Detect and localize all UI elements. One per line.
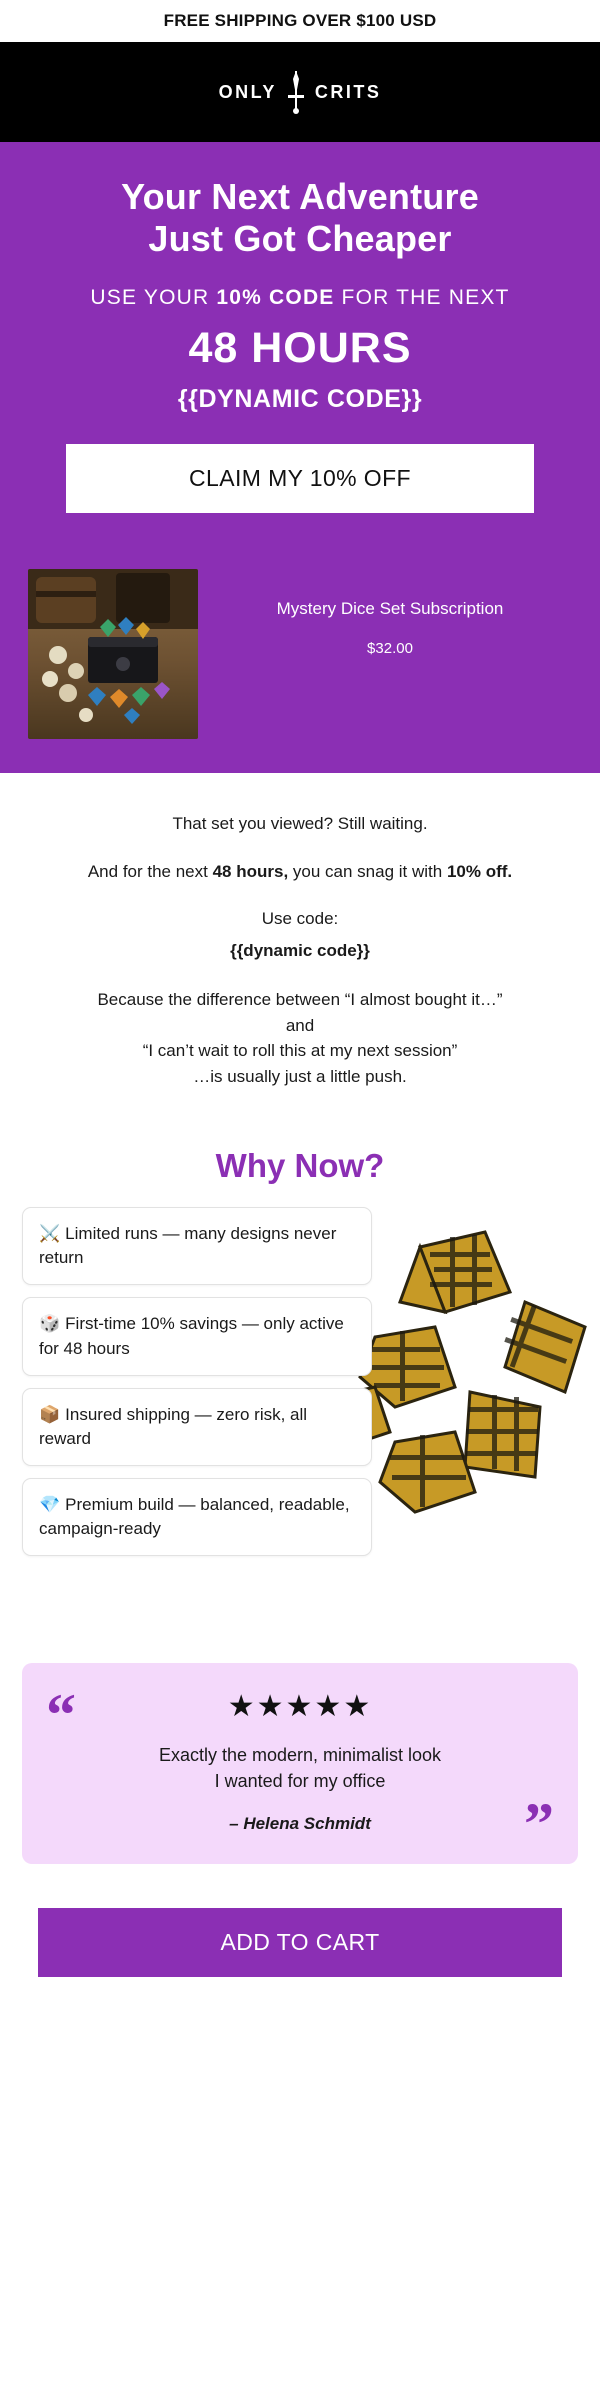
benefit-item [22,1388,372,1466]
benefit-text: Limited runs — many designs never return [39,1224,337,1268]
benefit-text: Insured shipping — zero risk, all reward [39,1404,308,1448]
body-paragraph-2 [34,859,566,885]
hero-headline-line2: Just Got Cheaper [148,218,452,260]
hero-sub-bold: 10% CODE [216,286,335,310]
brand-logo[interactable] [219,69,382,115]
hero-sub-suffix: FOR THE NEXT [334,286,510,310]
quote-open-icon: “ [46,1682,76,1749]
hero-section [0,142,600,557]
testimonial-author: – Helena Schmidt [229,1814,371,1834]
body-p2-a: And for the next [87,861,213,881]
benefit-list [0,1207,372,1556]
benefit-item [22,1478,372,1556]
body-discount-code: {{dynamic code}} [230,940,370,960]
benefit-item [22,1207,372,1285]
logo-word-right: CRITS [314,81,382,102]
bottom-cta-section [0,1864,600,2017]
hero-discount-code: {{DYNAMIC CODE}} [177,385,423,414]
body-p2-b: 48 hours, [212,861,289,881]
benefit-text: First-time 10% savings — only active for 48 hours [39,1314,344,1358]
announcement-bar [0,0,600,42]
package-icon: 📦 [39,1404,61,1424]
testimonial-card [22,1663,578,1864]
hero-headline [28,176,572,260]
body-p4-line1: Because the difference between “I almost bought it…” [97,990,503,1010]
product-photo-illustration [28,569,198,739]
body-paragraph-1: That set you viewed? Still waiting. [172,814,428,834]
benefit-item [22,1297,372,1375]
why-now-section [0,1207,600,1637]
hero-hours: 48 HOURS [188,324,412,373]
testimonial-quote [62,1742,538,1794]
body-paragraph-4 [34,987,566,1089]
use-code-label: Use code: [261,909,339,929]
announcement-text: FREE SHIPPING OVER $100 USD [163,11,437,30]
product-title: Mystery Dice Set Subscription [276,599,504,619]
product-price: $32.00 [367,639,413,657]
testimonial-quote-line1: Exactly the modern, minimalist look [158,1745,442,1766]
crossed-swords-icon: ⚔️ [39,1224,61,1244]
body-p4-line3: “I can’t wait to roll this at my next session” [142,1041,458,1061]
product-image[interactable] [28,569,198,739]
gem-icon: 💎 [39,1494,61,1514]
add-to-cart-button[interactable]: ADD TO CART [38,1908,562,1977]
product-row [0,557,600,773]
logo-bar [0,42,600,142]
body-p4-line4: …is usually just a little push. [193,1066,407,1086]
body-p2-c: you can snag it with [288,861,447,881]
claim-offer-button[interactable]: CLAIM MY 10% OFF [66,444,534,513]
rating-stars: ★★★★★ [227,1690,373,1724]
hero-headline-line1: Your Next Adventure [121,176,479,217]
hero-sub-prefix: USE YOUR [90,286,217,310]
body-p2-d: 10% off. [446,861,513,881]
body-copy [0,773,600,1121]
testimonial-quote-line2: I wanted for my office [214,1771,386,1792]
logo-word-left: ONLY [218,81,277,102]
body-p4-line2: and [285,1015,315,1035]
why-now-heading: Why Now? [215,1147,385,1185]
quote-close-icon: ” [524,1791,554,1858]
hero-subline [28,286,572,310]
benefit-text: Premium build — balanced, readable, campaign-ready [39,1494,350,1539]
product-info [208,569,572,657]
dagger-icon [285,69,307,115]
die-icon: 🎲 [39,1314,61,1334]
